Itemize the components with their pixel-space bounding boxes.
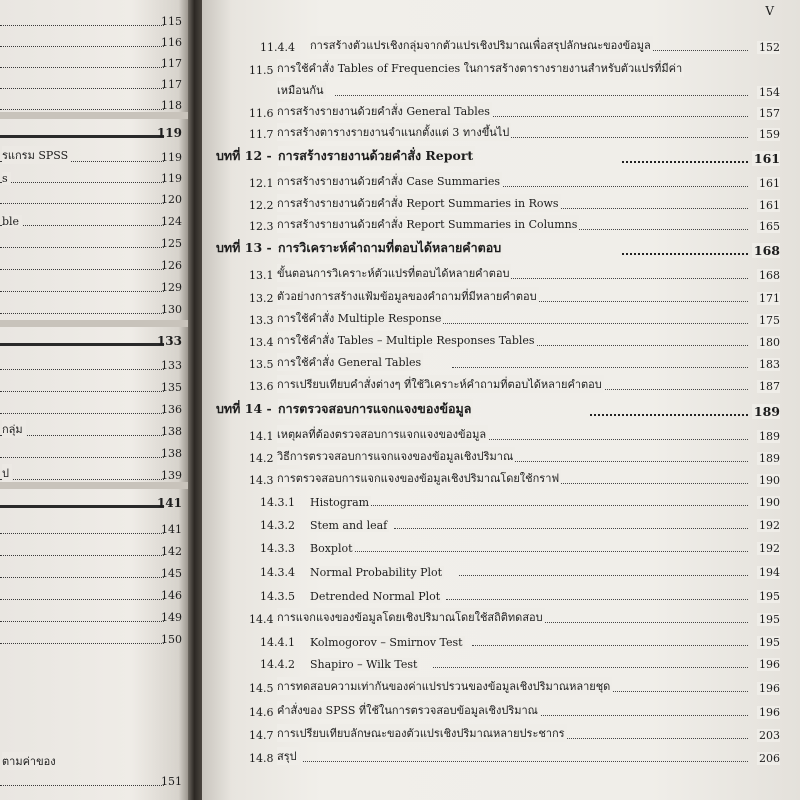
- left-toc-row: [0, 628, 188, 648]
- leader-dots: [0, 67, 164, 68]
- toc-section-number: 14.3.1: [260, 496, 295, 509]
- toc-title: การทดสอบความเท่ากันของค่าแปรปรวนของข้อมูลเชิงปริมาณหลายชุด: [277, 677, 612, 695]
- toc-section-number: 14.8: [249, 752, 274, 765]
- toc-page-number: 192: [759, 542, 780, 555]
- toc-section-number: 14.6: [249, 706, 274, 719]
- left-toc-row: [0, 122, 188, 142]
- toc-entry: [202, 446, 800, 468]
- toc-entry: [202, 214, 800, 236]
- toc-entry: [202, 560, 800, 582]
- leader-dots: [0, 291, 164, 292]
- left-toc-page-number: 133: [161, 359, 182, 372]
- left-toc-page-number: 133: [156, 334, 182, 348]
- chapter-entry: [202, 400, 800, 422]
- left-toc-row: [0, 420, 188, 440]
- left-toc-page-number: 139: [161, 469, 182, 482]
- toc-title: ตัวอย่างการสร้างแฟ้มข้อมูลของคำถามที่มีหลายคำตอบ: [277, 287, 539, 305]
- leader-dots: [0, 413, 164, 414]
- toc-entry: [202, 286, 800, 308]
- left-toc-page-number: 125: [161, 237, 182, 250]
- leader-dots: [0, 599, 164, 600]
- toc-entry: [202, 352, 800, 374]
- left-toc-row: [0, 94, 188, 114]
- left-toc-row: [0, 354, 188, 374]
- toc-entry: [202, 513, 800, 535]
- toc-section-number: 14.4.1: [260, 636, 295, 649]
- leader-dots: [0, 643, 164, 644]
- toc-section-number: 14.3.2: [260, 519, 295, 532]
- left-toc-page-number: 119: [161, 172, 182, 185]
- leader-dots: [0, 88, 164, 89]
- leader-dots: [0, 369, 164, 370]
- toc-entry: [202, 35, 800, 57]
- left-toc-row: [0, 10, 188, 30]
- toc-title: Detrended Normal Plot: [310, 590, 441, 603]
- chapter-band: [0, 112, 188, 119]
- left-toc-row: [0, 442, 188, 462]
- leader-dots: [0, 46, 164, 47]
- toc-page-number: 180: [759, 336, 780, 349]
- left-toc-page-number: 124: [161, 215, 182, 228]
- left-toc-row: [0, 52, 188, 72]
- toc-title: การสร้างรายงานด้วยคำสั่ง Report Summaries in Rows: [277, 194, 561, 212]
- toc-section-number: 13.1: [249, 269, 274, 282]
- toc-page-number: 168: [753, 243, 780, 258]
- toc-entry: [202, 652, 800, 674]
- toc-entry: [202, 676, 800, 698]
- leader-dots: [355, 551, 748, 552]
- toc-page-number: 190: [759, 474, 780, 487]
- toc-page-number: 189: [759, 430, 780, 443]
- left-toc-row: [0, 464, 188, 484]
- toc-section-number: 11.6: [249, 107, 274, 120]
- toc-page-number: 159: [759, 128, 780, 141]
- leader-dots: [622, 253, 748, 255]
- leader-dots: [0, 533, 164, 534]
- leader-dots: [0, 25, 164, 26]
- toc-entry: [202, 490, 800, 512]
- left-toc-page-number: 146: [161, 589, 182, 602]
- toc-page-number: 187: [759, 380, 780, 393]
- toc-page-number: 175: [759, 314, 780, 327]
- left-toc-label: รแกรม SPSS: [2, 146, 71, 164]
- toc-entry: [202, 607, 800, 629]
- toc-page-number: 196: [759, 706, 780, 719]
- toc-title: การใช้คำสั่ง General Tables: [277, 353, 423, 371]
- toc-page-number: 189: [759, 452, 780, 465]
- toc-section-number: 13.5: [249, 358, 274, 371]
- toc-section-number: 13.3: [249, 314, 274, 327]
- toc-title: การวิเคราะห์คำถามที่ตอบได้หลายคำตอบ: [278, 238, 503, 258]
- toc-section-number: 14.3.4: [260, 566, 295, 579]
- toc-title: Stem and leaf: [310, 519, 388, 532]
- left-toc-page-number: 119: [161, 151, 182, 164]
- toc-section-number: 12.3: [249, 220, 274, 233]
- left-toc-label: ป: [2, 464, 12, 482]
- left-toc-row: [0, 518, 188, 538]
- left-toc-page-number: 117: [161, 57, 182, 70]
- left-toc-row: [0, 752, 188, 772]
- toc-section-number: 14.2: [249, 452, 274, 465]
- leader-dots: [335, 95, 748, 96]
- page-header-numeral: V: [765, 4, 774, 18]
- toc-page-number: 157: [759, 107, 780, 120]
- left-toc-row: [0, 254, 188, 274]
- toc-section-number: 13.6: [249, 380, 274, 393]
- left-toc-page-number: 126: [161, 259, 182, 272]
- left-toc-row: [0, 492, 188, 512]
- toc-title: Boxplot: [310, 542, 353, 555]
- toc-title: เหตุผลที่ต้องตรวจสอบการแจกแจงของข้อมูล: [277, 425, 488, 443]
- leader-dots: [0, 313, 164, 314]
- toc-title: การใช้คำสั่ง Tables – Multiple Responses Tables: [277, 331, 537, 349]
- left-toc-page-number: 129: [161, 281, 182, 294]
- toc-entry: [202, 723, 800, 745]
- left-toc-row: [0, 606, 188, 626]
- toc-section-number: 14.1: [249, 430, 274, 443]
- toc-section-number: 14.3.3: [260, 542, 295, 555]
- toc-page-number: 161: [753, 151, 780, 166]
- toc-entry: [202, 122, 800, 144]
- toc-entry: [202, 584, 800, 606]
- leader-dots: [368, 505, 748, 506]
- toc-entry: [202, 374, 800, 396]
- toc-title: Histogram: [310, 496, 370, 509]
- toc-section-number: บทที่ 13 -: [216, 240, 272, 255]
- toc-title: การแจกแจงของข้อมูลโดยเชิงปริมาณโดยใช้สถิติทดสอบ: [277, 608, 545, 626]
- left-toc-row: [0, 31, 188, 51]
- toc-title: การสร้างรายงานด้วยคำสั่ง Report: [278, 146, 475, 166]
- toc-section-number: 14.7: [249, 729, 274, 742]
- leader-dots: [0, 203, 164, 204]
- leader-dots: [0, 457, 164, 458]
- toc-section-number: 13.2: [249, 292, 274, 305]
- left-page: [0, 0, 188, 800]
- toc-entry: [202, 193, 800, 215]
- leader-dots: [0, 505, 164, 508]
- leader-dots: [0, 247, 164, 248]
- leader-dots: [303, 761, 748, 762]
- toc-entry: [202, 308, 800, 330]
- leader-dots: [0, 621, 164, 622]
- left-toc-row: [0, 146, 188, 166]
- leader-dots: [0, 479, 164, 480]
- left-toc-page-number: 130: [161, 303, 182, 316]
- leader-dots: [0, 577, 164, 578]
- left-toc-page-number: 149: [161, 611, 182, 624]
- toc-title: การตรวจสอบการแจกแจงของข้อมูล: [278, 399, 473, 419]
- toc-title: คำสั่งของ SPSS ที่ใช้ในการตรวจสอบข้อมูลเชิงปริมาณ: [277, 701, 540, 719]
- toc-entry: [202, 468, 800, 490]
- toc-page-number: 195: [759, 613, 780, 626]
- toc-title: สรุป: [277, 747, 299, 765]
- toc-entry: [202, 630, 800, 652]
- toc-title: การใช้คำสั่ง Tables of Frequencies ในการสร้างตารางรายงานสำหรับตัวแปรที่มีค่า: [277, 59, 684, 77]
- leader-dots: [0, 555, 164, 556]
- toc-page-number: 161: [759, 177, 780, 190]
- toc-section-number: บทที่ 14 -: [216, 401, 272, 416]
- toc-section-number: 14.4: [249, 613, 274, 626]
- toc-title: การเปรียบเทียบลักษณะของตัวแปรเชิงปริมาณหลายประชากร: [277, 724, 567, 742]
- toc-page-number: 154: [759, 86, 780, 99]
- chapter-entry: [202, 239, 800, 261]
- left-toc-row: [0, 398, 188, 418]
- toc-title: การสร้างรายงานด้วยคำสั่ง Report Summaries in Columns: [277, 215, 579, 233]
- toc-entry: [202, 80, 800, 102]
- leader-dots: [472, 645, 748, 646]
- toc-entry: [202, 330, 800, 352]
- toc-entry: [202, 58, 800, 80]
- left-toc-page-number: 141: [161, 523, 182, 536]
- toc-title: การสร้างรายงานด้วยคำสั่ง General Tables: [277, 102, 492, 120]
- left-toc-row: [0, 188, 188, 208]
- toc-entry: [202, 101, 800, 123]
- left-toc-page-number: 117: [161, 78, 182, 91]
- toc-page-number: 171: [759, 292, 780, 305]
- chapter-entry: [202, 147, 800, 169]
- left-toc-page-number: 145: [161, 567, 182, 580]
- toc-title: Kolmogorov – Smirnov Test: [310, 636, 463, 649]
- leader-dots: [0, 225, 164, 226]
- toc-page-number: 195: [759, 636, 780, 649]
- left-toc-label: ble: [2, 215, 22, 228]
- left-toc-row: [0, 276, 188, 296]
- left-toc-row: [0, 770, 188, 790]
- left-toc-page-number: 141: [156, 496, 182, 510]
- toc-entry: [202, 263, 800, 285]
- leader-dots: [0, 343, 164, 346]
- toc-section-number: 13.4: [249, 336, 274, 349]
- left-toc-row: [0, 210, 188, 230]
- toc-page-number: 203: [759, 729, 780, 742]
- toc-page-number: 190: [759, 496, 780, 509]
- toc-entry: [202, 424, 800, 446]
- left-toc-page-number: 118: [161, 99, 182, 112]
- chapter-band: [0, 320, 188, 327]
- toc-page-number: 196: [759, 682, 780, 695]
- toc-page-number: 168: [759, 269, 780, 282]
- toc-title: Shapiro – Wilk Test: [310, 658, 418, 671]
- toc-page-number: 165: [759, 220, 780, 233]
- toc-title: Normal Probability Plot: [310, 566, 443, 579]
- toc-title: วิธีการตรวจสอบการแจกแจงของข้อมูลเชิงปริมาณ: [277, 447, 515, 465]
- left-toc-row: [0, 376, 188, 396]
- toc-entry: [202, 171, 800, 193]
- left-toc-row: [0, 73, 188, 93]
- toc-section-number: 14.3: [249, 474, 274, 487]
- toc-section-number: 12.1: [249, 177, 274, 190]
- toc-section-number: 14.5: [249, 682, 274, 695]
- left-toc-row: [0, 562, 188, 582]
- leader-dots: [0, 391, 164, 392]
- left-toc-row: [0, 584, 188, 604]
- toc-entry: [202, 746, 800, 768]
- toc-page-number: 183: [759, 358, 780, 371]
- toc-page-number: 196: [759, 658, 780, 671]
- toc-title: การสร้างตัวแปรเชิงกลุ่มจากตัวแปรเชิงปริมาณเพื่อสรุปลักษณะของข้อมูล: [310, 36, 653, 54]
- toc-page-number: 206: [759, 752, 780, 765]
- toc-section-number: 11.7: [249, 128, 274, 141]
- left-toc-page-number: 136: [161, 403, 182, 416]
- left-toc-page-number: 115: [161, 15, 182, 28]
- leader-dots: [0, 785, 164, 786]
- toc-title: การตรวจสอบการแจกแจงของข้อมูลเชิงปริมาณโดยใช้กราฟ: [277, 469, 561, 487]
- leader-dots: [452, 367, 748, 368]
- left-toc-row: [0, 298, 188, 318]
- leader-dots: [590, 414, 748, 416]
- toc-entry: [202, 700, 800, 722]
- left-toc-page-number: 138: [161, 447, 182, 460]
- left-toc-page-number: 120: [161, 193, 182, 206]
- toc-section-number: 11.4.4: [260, 41, 295, 54]
- toc-page-number: 161: [759, 199, 780, 212]
- left-toc-page-number: 150: [161, 633, 182, 646]
- toc-title: เหมือนกัน: [277, 81, 326, 99]
- leader-dots: [0, 135, 164, 138]
- left-toc-page-number: 138: [161, 425, 182, 438]
- toc-entry: [202, 536, 800, 558]
- toc-page-number: 152: [759, 41, 780, 54]
- left-toc-label: กลุ่ม: [2, 420, 26, 438]
- left-toc-row: [0, 330, 188, 350]
- chapter-band: [0, 482, 188, 489]
- left-toc-row: [0, 167, 188, 187]
- toc-title: การสร้างตารางรายงานจำแนกตั้งแต่ 3 ทางขึ้นไป: [277, 123, 511, 141]
- toc-title: การเปรียบเทียบคำสั่งต่างๆ ที่ใช้วิเคราะห์คำถามที่ตอบได้หลายคำตอบ: [277, 375, 604, 393]
- right-page: [202, 0, 800, 800]
- left-toc-row: [0, 540, 188, 560]
- left-toc-page-number: 151: [161, 775, 182, 788]
- book-gutter: [188, 0, 202, 800]
- toc-title: การสร้างรายงานด้วยคำสั่ง Case Summaries: [277, 172, 502, 190]
- leader-dots: [433, 667, 748, 668]
- leader-dots: [0, 182, 164, 183]
- toc-title: การใช้คำสั่ง Multiple Response: [277, 309, 443, 327]
- left-toc-page-number: 116: [161, 36, 182, 49]
- toc-page-number: 194: [759, 566, 780, 579]
- toc-page-number: 195: [759, 590, 780, 603]
- toc-section-number: 14.4.2: [260, 658, 295, 671]
- left-toc-page-number: 135: [161, 381, 182, 394]
- leader-dots: [446, 599, 748, 600]
- leader-dots: [622, 161, 748, 163]
- left-toc-page-number: 119: [156, 126, 182, 140]
- leader-dots: [394, 528, 748, 529]
- left-toc-label: s: [2, 172, 11, 185]
- toc-title: ขั้นตอนการวิเคราะห์ตัวแปรที่ตอบได้หลายคำตอบ: [277, 264, 511, 282]
- leader-dots: [0, 269, 164, 270]
- leader-dots: [459, 575, 748, 576]
- left-toc-page-number: 142: [161, 545, 182, 558]
- toc-section-number: 12.2: [249, 199, 274, 212]
- left-toc-row: [0, 232, 188, 252]
- toc-page-number: 189: [753, 404, 780, 419]
- toc-section-number: บทที่ 12 -: [216, 148, 272, 163]
- toc-page-number: 192: [759, 519, 780, 532]
- leader-dots: [0, 109, 164, 110]
- left-toc-label: ตามค่าของ: [2, 752, 59, 770]
- toc-section-number: 11.5: [249, 64, 274, 77]
- toc-section-number: 14.3.5: [260, 590, 295, 603]
